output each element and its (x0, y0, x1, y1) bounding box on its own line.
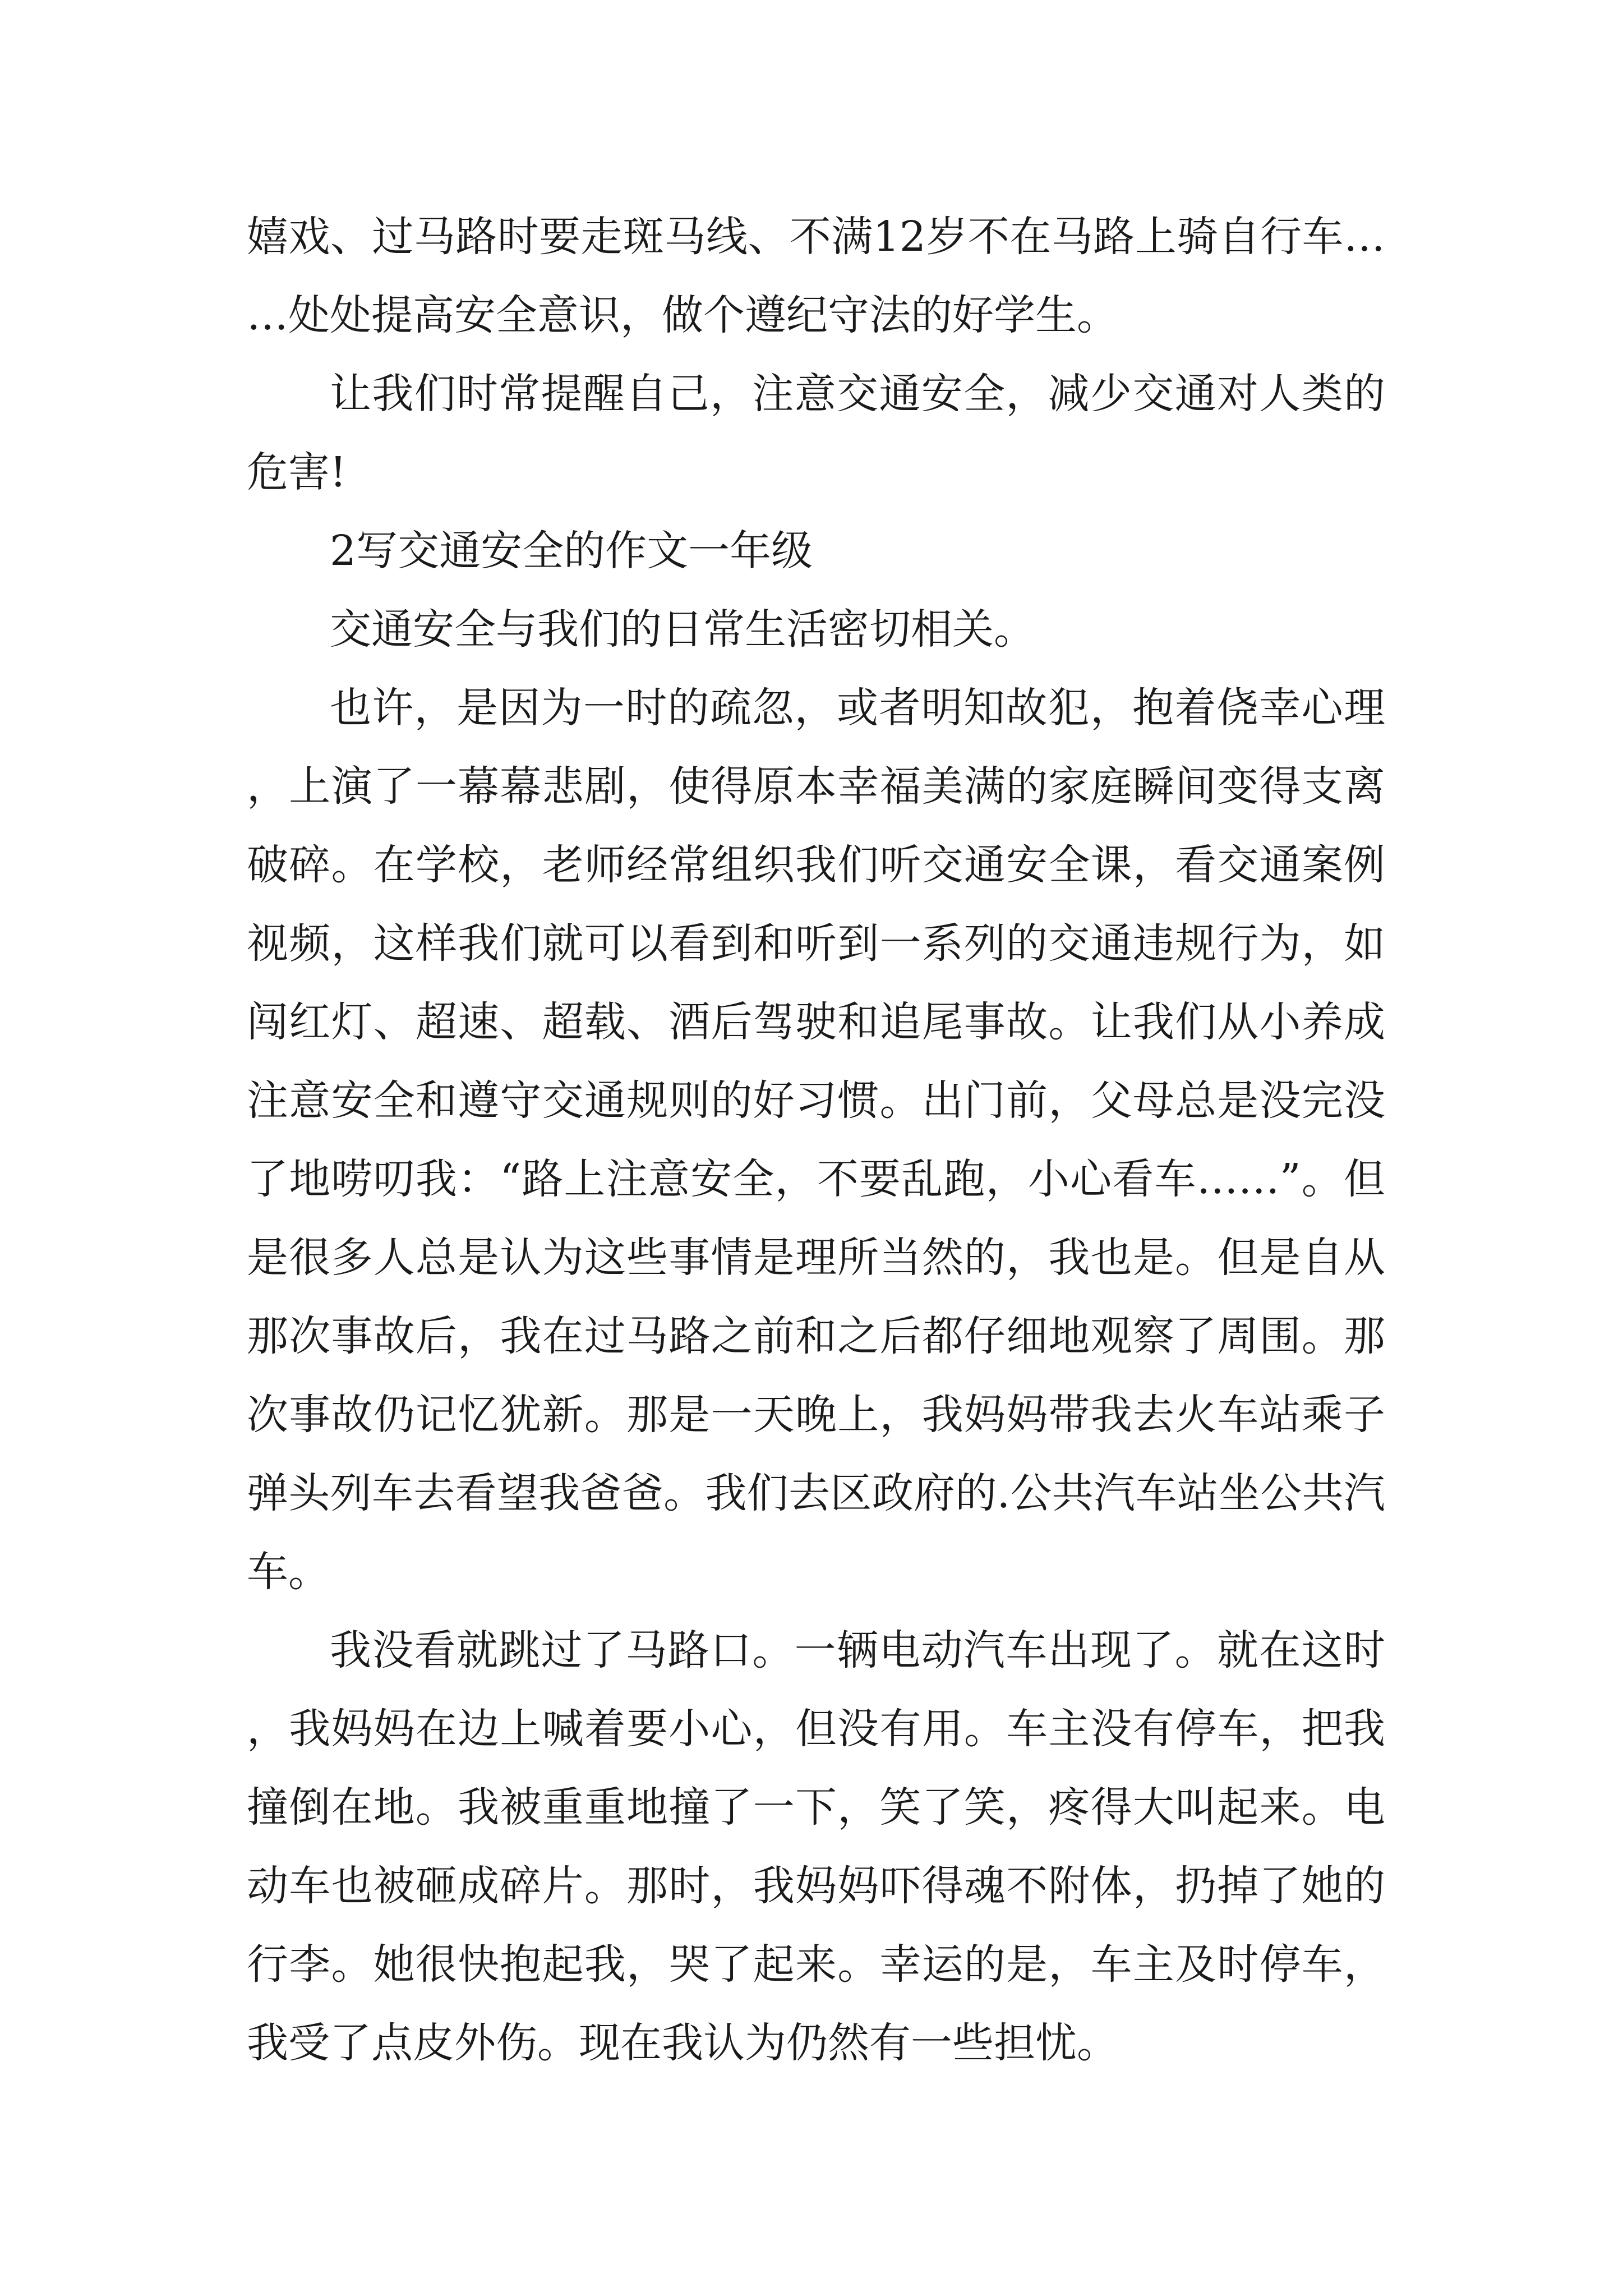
paragraph-2: 让我们时常提醒自己，注意交通安全，减少交通对人类的危害! (247, 370, 1385, 496)
paragraph-5: 我没看就跳过了马路口。一辆电动汽车出现了。就在这时，我妈妈在边上喊着要小心，但没有用。车主没有停车，把我撞倒在地。我被重重地撞了一下，笑了笑，疼得大叫起来。电动车也被砸成碎片。那时，我妈妈吓得魂不附体，扔掉了她的行李。她很快抱起我，哭了起来。幸运的是，车主及时停车，我受了点皮外伤。现在我认为仍然有一些担忧。 (247, 1626, 1385, 2067)
section-heading: 2写交通安全的作文一年级 (330, 527, 813, 575)
paragraph-4: 也许，是因为一时的疏忽，或者明知故犯，抱着侥幸心理，上演了一幕幕悲剧，使得原本幸福美满的家庭瞬间变得支离破碎。在学校，老师经常组织我们听交通安全课，看交通案例视频，这样我们就可以看到和听到一系列的交通违规行为，如闯红灯、超速、超载、酒后驾驶和追尾事故。让我们从小养成注意安全和遵守交通规则的好习惯。出门前，父母总是没完没了地唠叨我：“路上注意安全，不要乱跑，小心看车……”。但是很多人总是认为这些事情是理所当然的，我也是。但是自从那次事故后，我在过马路之前和之后都仔细地观察了周围。那次事故仍记忆犹新。那是一天晚上，我妈妈带我去火车站乘子弹头列车去看望我爸爸。我们去区政府的.公共汽车站坐公共汽车。 (247, 684, 1385, 1596)
document-body (247, 197, 1385, 2082)
paragraph-1: 嬉戏、过马路时要走斑马线、不满12岁不在马路上骑自行车……处处提高安全意识，做个遵纪守法的好学生。 (247, 213, 1385, 339)
paragraph-3: 交通安全与我们的日常生活密切相关。 (330, 605, 1035, 654)
